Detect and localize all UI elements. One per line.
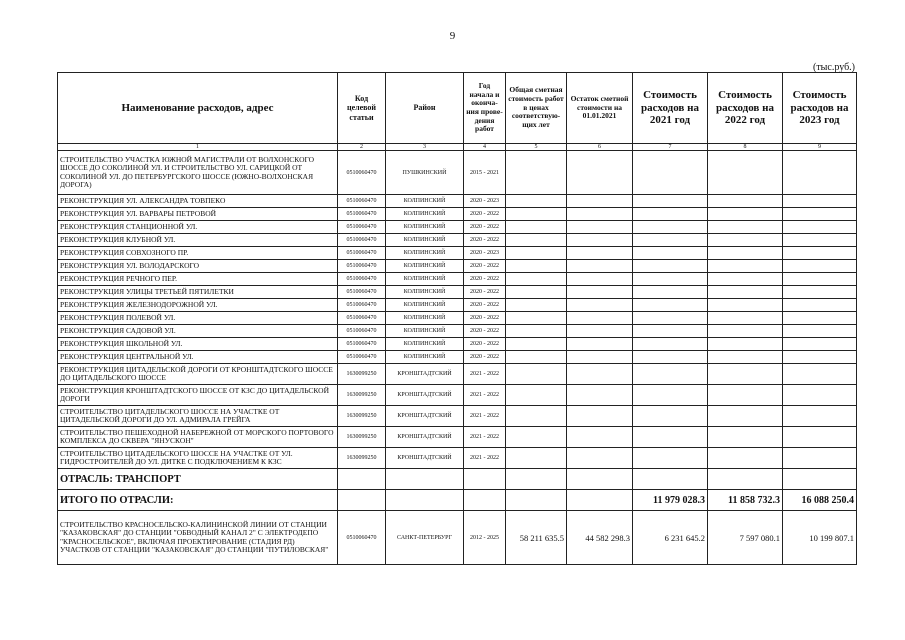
empty-cell <box>506 385 567 406</box>
row-years: 2021 - 2022 <box>464 385 506 406</box>
empty-cell <box>633 286 708 299</box>
header-district: Район <box>386 73 464 144</box>
table-row <box>58 260 857 273</box>
row-district: КОЛПИНСКИЙ <box>386 260 464 273</box>
empty-cell <box>633 234 708 247</box>
empty-cell <box>633 260 708 273</box>
row-code: 0510060470 <box>338 299 386 312</box>
row-name: СТРОИТЕЛЬСТВО ЦИТАДЕЛЬСКОГО ШОССЕ НА УЧАСТКЕ ОТ ЦИТАДЕЛЬСКОЙ ДОРОГИ ДО УЛ. АДМИРАЛА ГРЕЙГА <box>58 406 338 427</box>
empty-cell <box>708 364 783 385</box>
empty-cell <box>633 427 708 448</box>
empty-cell <box>708 312 783 325</box>
row-district: КОЛПИНСКИЙ <box>386 195 464 208</box>
header-cost-2022: Стоимость расходов на 2022 год <box>708 73 783 144</box>
table-row <box>58 406 857 427</box>
table-row <box>58 325 857 338</box>
row-district: КОЛПИНСКИЙ <box>386 325 464 338</box>
empty-cell <box>783 338 857 351</box>
row-code: 0510060470 <box>338 234 386 247</box>
empty-cell <box>506 195 567 208</box>
row-years: 2020 - 2022 <box>464 286 506 299</box>
row-name: РЕКОНСТРУКЦИЯ УЛИЦЫ ТРЕТЬЕЙ ПЯТИЛЕТКИ <box>58 286 338 299</box>
table-row <box>58 385 857 406</box>
row-name: СТРОИТЕЛЬСТВО ПЕШЕХОДНОЙ НАБЕРЕЖНОЙ ОТ МОРСКОГО ПОРТОВОГО КОМПЛЕКСА ДО СКВЕРА "ЯНУСКОН" <box>58 427 338 448</box>
empty-cell <box>506 247 567 260</box>
table-row <box>58 221 857 234</box>
header-remainder: Остаток сметной стоимости на 01.01.2021 <box>567 73 633 144</box>
row-code: 1630099250 <box>338 364 386 385</box>
table-row <box>58 351 857 364</box>
empty-cell <box>708 273 783 286</box>
row-years: 2021 - 2022 <box>464 448 506 469</box>
empty-cell <box>506 221 567 234</box>
header-total-cost: Общая сметная стоимость работ в ценах соответствую-щих лет <box>506 73 567 144</box>
row-years: 2020 - 2022 <box>464 299 506 312</box>
row-years: 2020 - 2022 <box>464 338 506 351</box>
empty-cell <box>633 247 708 260</box>
table-row <box>58 286 857 299</box>
row-years: 2020 - 2023 <box>464 195 506 208</box>
empty-cell <box>708 247 783 260</box>
row-district: САНКТ-ПЕТЕРБУРГ <box>386 511 464 565</box>
row-code: 0510060470 <box>338 208 386 221</box>
section-label: ОТРАСЛЬ: ТРАНСПОРТ <box>58 469 338 490</box>
unit-label: (тыс.руб.) <box>812 62 855 73</box>
empty-cell <box>633 364 708 385</box>
empty-cell <box>567 406 633 427</box>
empty-cell <box>506 427 567 448</box>
row-name: РЕКОНСТРУКЦИЯ ПОЛЕВОЙ УЛ. <box>58 312 338 325</box>
row-name: СТРОИТЕЛЬСТВО ЦИТАДЕЛЬСКОГО ШОССЕ НА УЧАСТКЕ ОТ УЛ. ГИДРОСТРОИТЕЛЕЙ ДО УЛ. ДИТКЕ С ПОДКЛЮЧЕНИЕМ К КЗС <box>58 448 338 469</box>
row-name: СТРОИТЕЛЬСТВО УЧАСТКА ЮЖНОЙ МАГИСТРАЛИ ОТ ВОЛХОНСКОГО ШОССЕ ДО СОКОЛИНОЙ УЛ. И СТРОИТЕЛЬСТВО УЛ. САРИЦКОЙ ОТ СОКОЛИНОЙ УЛ. ДО ПЕТЕРБУРГСКОГО ШОССЕ (ЮЖНО-ВОЛХОНСКАЯ ДОРОГА) <box>58 151 338 195</box>
row-district: КОЛПИНСКИЙ <box>386 208 464 221</box>
total-cost-2021: 11 979 028.3 <box>633 490 708 511</box>
row-district: КРОНШТАДТСКИЙ <box>386 448 464 469</box>
column-number-row <box>58 144 857 151</box>
row-district: КОЛПИНСКИЙ <box>386 234 464 247</box>
empty-cell <box>633 273 708 286</box>
empty-cell <box>633 299 708 312</box>
row-code: 0510060470 <box>338 221 386 234</box>
empty-cell <box>567 221 633 234</box>
empty-cell <box>783 406 857 427</box>
row-code: 0510060470 <box>338 286 386 299</box>
row-code: 0510060470 <box>338 260 386 273</box>
row-name: РЕКОНСТРУКЦИЯ ЦЕНТРАЛЬНОЙ УЛ. <box>58 351 338 364</box>
empty-cell <box>506 312 567 325</box>
header-name: Наименование расходов, адрес <box>58 73 338 144</box>
row-years: 2021 - 2022 <box>464 364 506 385</box>
empty-cell <box>567 273 633 286</box>
page-number: 9 <box>449 30 456 42</box>
empty-cell <box>633 221 708 234</box>
empty-cell <box>783 221 857 234</box>
row-years: 2020 - 2022 <box>464 221 506 234</box>
row-name: РЕКОНСТРУКЦИЯ ШКОЛЬНОЙ УЛ. <box>58 338 338 351</box>
empty-cell <box>708 325 783 338</box>
empty-cell <box>506 286 567 299</box>
empty-cell <box>633 312 708 325</box>
row-district: КОЛПИНСКИЙ <box>386 299 464 312</box>
empty-cell <box>506 234 567 247</box>
empty-cell <box>708 448 783 469</box>
empty-cell <box>567 208 633 221</box>
empty-cell <box>567 312 633 325</box>
column-number: 4 <box>464 144 506 151</box>
header-row <box>58 73 857 144</box>
row-code: 0510060470 <box>338 151 386 195</box>
empty-cell <box>708 286 783 299</box>
empty-cell <box>783 151 857 195</box>
row-district: КРОНШТАДТСКИЙ <box>386 406 464 427</box>
empty-cell <box>633 406 708 427</box>
row-district: КРОНШТАДТСКИЙ <box>386 427 464 448</box>
empty-cell <box>783 325 857 338</box>
row-code: 0510060470 <box>338 325 386 338</box>
empty-cell <box>567 299 633 312</box>
empty-cell <box>567 427 633 448</box>
row-name: РЕКОНСТРУКЦИЯ ЖЕЛЕЗНОДОРОЖНОЙ УЛ. <box>58 299 338 312</box>
empty-cell <box>783 273 857 286</box>
row-years: 2015 - 2021 <box>464 151 506 195</box>
row-district: КРОНШТАДТСКИЙ <box>386 364 464 385</box>
empty-cell <box>708 195 783 208</box>
empty-cell <box>567 338 633 351</box>
empty-cell <box>783 448 857 469</box>
table-row <box>58 312 857 325</box>
empty-cell <box>567 351 633 364</box>
empty-cell <box>708 234 783 247</box>
column-number: 1 <box>58 144 338 151</box>
row-code: 1630099250 <box>338 406 386 427</box>
row-years: 2012 - 2025 <box>464 511 506 565</box>
header-code: Код целевой статьи <box>338 73 386 144</box>
empty-cell <box>783 195 857 208</box>
row-code: 1630099250 <box>338 448 386 469</box>
expenses-table <box>57 72 857 565</box>
empty-cell <box>783 247 857 260</box>
empty-cell <box>506 151 567 195</box>
empty-cell <box>633 385 708 406</box>
empty-cell <box>708 427 783 448</box>
row-code: 0510060470 <box>338 312 386 325</box>
empty-cell <box>633 208 708 221</box>
row-cost-2022: 7 597 080.1 <box>708 511 783 565</box>
empty-cell <box>567 364 633 385</box>
row-years: 2020 - 2022 <box>464 312 506 325</box>
column-number: 5 <box>506 144 567 151</box>
row-code: 1630099250 <box>338 385 386 406</box>
row-code: 0510060470 <box>338 338 386 351</box>
row-code: 0510060470 <box>338 511 386 565</box>
row-name: СТРОИТЕЛЬСТВО КРАСНОСЕЛЬСКО-КАЛИНИНСКОЙ ЛИНИИ ОТ СТАНЦИИ "КАЗАКОВСКАЯ" ДО СТАНЦИИ "ОБВОДНЫЙ КАНАЛ 2" С ЭЛЕКТРОДЕПО "КРАСНОСЕЛЬСКОЕ", ВКЛЮЧАЯ ПРОЕКТИРОВАНИЕ (СТАДИЯ РД) УЧАСТКОВ ОТ СТАНЦИИ "КАЗАКОВСКАЯ" ДО СТАНЦИИ "ПУТИЛОВСКАЯ" <box>58 511 338 565</box>
column-number: 6 <box>567 144 633 151</box>
row-district: КОЛПИНСКИЙ <box>386 286 464 299</box>
row-district: КОЛПИНСКИЙ <box>386 221 464 234</box>
row-name: РЕКОНСТРУКЦИЯ КЛУБНОЙ УЛ. <box>58 234 338 247</box>
table-row <box>58 427 857 448</box>
empty-cell <box>506 299 567 312</box>
table-row <box>58 511 857 565</box>
header-cost-2023: Стоимость расходов на 2023 год <box>783 73 857 144</box>
empty-cell <box>506 273 567 286</box>
empty-cell <box>567 286 633 299</box>
empty-cell <box>506 208 567 221</box>
section-row <box>58 469 857 490</box>
header-years: Год начала и оконча-ния прове-дения работ <box>464 73 506 144</box>
row-years: 2020 - 2022 <box>464 260 506 273</box>
empty-cell <box>708 351 783 364</box>
header-cost-2021: Стоимость расходов на 2021 год <box>633 73 708 144</box>
total-cost-2022: 11 858 732.3 <box>708 490 783 511</box>
empty-cell <box>567 195 633 208</box>
row-years: 2020 - 2022 <box>464 208 506 221</box>
empty-cell <box>708 299 783 312</box>
column-number: 8 <box>708 144 783 151</box>
row-name: РЕКОНСТРУКЦИЯ УЛ. АЛЕКСАНДРА ТОВПЕКО <box>58 195 338 208</box>
row-code: 0510060470 <box>338 247 386 260</box>
row-name: РЕКОНСТРУКЦИЯ ЦИТАДЕЛЬСКОЙ ДОРОГИ ОТ КРОНШТАДТСКОГО ШОССЕ ДО ЦИТАДЕЛЬСКОГО ШОССЕ <box>58 364 338 385</box>
empty-cell <box>783 234 857 247</box>
row-years: 2020 - 2022 <box>464 351 506 364</box>
empty-cell <box>783 260 857 273</box>
row-name: РЕКОНСТРУКЦИЯ СТАНЦИОННОЙ УЛ. <box>58 221 338 234</box>
empty-cell <box>567 385 633 406</box>
row-years: 2020 - 2022 <box>464 273 506 286</box>
row-name: РЕКОНСТРУКЦИЯ УЛ. ВАРВАРЫ ПЕТРОВОЙ <box>58 208 338 221</box>
row-years: 2020 - 2022 <box>464 234 506 247</box>
empty-cell <box>783 299 857 312</box>
row-district: КРОНШТАДТСКИЙ <box>386 385 464 406</box>
row-years: 2020 - 2023 <box>464 247 506 260</box>
row-name: РЕКОНСТРУКЦИЯ УЛ. ВОЛОДАРСКОГО <box>58 260 338 273</box>
row-years: 2021 - 2022 <box>464 406 506 427</box>
column-number: 3 <box>386 144 464 151</box>
table-row <box>58 195 857 208</box>
row-years: 2020 - 2022 <box>464 325 506 338</box>
empty-cell <box>633 448 708 469</box>
row-district: КОЛПИНСКИЙ <box>386 338 464 351</box>
table-row <box>58 364 857 385</box>
row-remainder: 44 582 298.3 <box>567 511 633 565</box>
empty-cell <box>783 208 857 221</box>
empty-cell <box>783 385 857 406</box>
row-district: КОЛПИНСКИЙ <box>386 247 464 260</box>
empty-cell <box>633 325 708 338</box>
empty-cell <box>783 351 857 364</box>
column-number: 9 <box>783 144 857 151</box>
empty-cell <box>567 448 633 469</box>
table-row <box>58 273 857 286</box>
row-name: РЕКОНСТРУКЦИЯ СОВХОЗНОГО ПР. <box>58 247 338 260</box>
empty-cell <box>506 338 567 351</box>
total-cost-2023: 16 088 250.4 <box>783 490 857 511</box>
empty-cell <box>567 260 633 273</box>
table-row <box>58 151 857 195</box>
empty-cell <box>783 364 857 385</box>
empty-cell <box>708 338 783 351</box>
table-row <box>58 208 857 221</box>
empty-cell <box>506 448 567 469</box>
empty-cell <box>506 351 567 364</box>
empty-cell <box>567 151 633 195</box>
row-code: 1630099250 <box>338 427 386 448</box>
row-code: 0510060470 <box>338 273 386 286</box>
row-district: КОЛПИНСКИЙ <box>386 312 464 325</box>
empty-cell <box>783 286 857 299</box>
row-district: КОЛПИНСКИЙ <box>386 351 464 364</box>
empty-cell <box>633 195 708 208</box>
row-code: 0510060470 <box>338 351 386 364</box>
empty-cell <box>708 406 783 427</box>
empty-cell <box>633 338 708 351</box>
empty-cell <box>506 260 567 273</box>
row-cost-2023: 10 199 807.1 <box>783 511 857 565</box>
row-name: РЕКОНСТРУКЦИЯ КРОНШТАДТСКОГО ШОССЕ ОТ КЗС ДО ЦИТАДЕЛЬСКОЙ ДОРОГИ <box>58 385 338 406</box>
empty-cell <box>783 427 857 448</box>
table-row <box>58 247 857 260</box>
row-district: ПУШКИНСКИЙ <box>386 151 464 195</box>
empty-cell <box>708 260 783 273</box>
row-code: 0510060470 <box>338 195 386 208</box>
row-name: РЕКОНСТРУКЦИЯ РЕЧНОГО ПЕР. <box>58 273 338 286</box>
row-district: КОЛПИНСКИЙ <box>386 273 464 286</box>
row-years: 2021 - 2022 <box>464 427 506 448</box>
empty-cell <box>633 151 708 195</box>
empty-cell <box>783 312 857 325</box>
empty-cell <box>506 406 567 427</box>
total-row <box>58 490 857 511</box>
empty-cell <box>567 325 633 338</box>
table-row <box>58 299 857 312</box>
table-row <box>58 338 857 351</box>
empty-cell <box>506 364 567 385</box>
total-label: ИТОГО ПО ОТРАСЛИ: <box>58 490 338 511</box>
empty-cell <box>708 208 783 221</box>
row-cost-2021: 6 231 645.2 <box>633 511 708 565</box>
column-number: 7 <box>633 144 708 151</box>
column-number: 2 <box>338 144 386 151</box>
empty-cell <box>708 221 783 234</box>
empty-cell <box>708 385 783 406</box>
table-row <box>58 234 857 247</box>
empty-cell <box>567 247 633 260</box>
empty-cell <box>708 151 783 195</box>
empty-cell <box>633 351 708 364</box>
row-name: РЕКОНСТРУКЦИЯ САДОВОЙ УЛ. <box>58 325 338 338</box>
row-total-cost: 58 211 635.5 <box>506 511 567 565</box>
empty-cell <box>506 325 567 338</box>
empty-cell <box>567 234 633 247</box>
table-row <box>58 448 857 469</box>
